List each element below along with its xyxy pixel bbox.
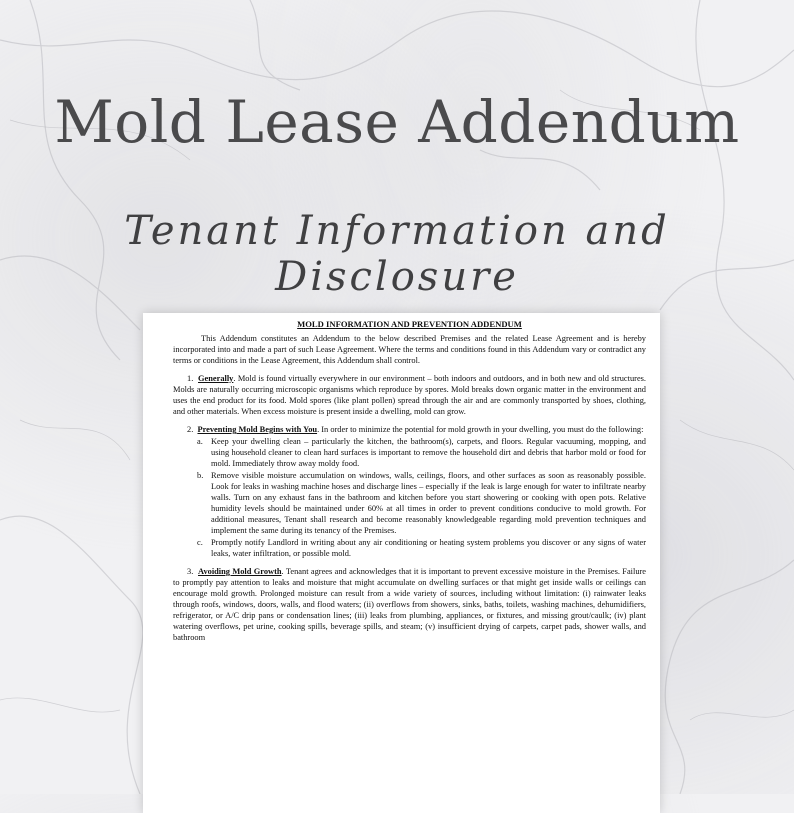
page-subtitle: Tenant Information and Disclosure	[124, 208, 670, 300]
list-item-letter: c.	[197, 538, 203, 547]
list-item-letter: b.	[197, 471, 204, 480]
section-title: Generally	[198, 374, 234, 383]
list-item-text: Promptly notify Landlord in writing about any air conditioning or heating system problems you discover or any signs of water leaks, water infiltration, or possible mold.	[211, 538, 646, 558]
section-text: . Tenant agrees and acknowledges that it is important to prevent excessive moisture in the Premises. Failure to promptly pay attention to leaks and moisture that might accumulate on dwelling surfaces or that might get inside walls or ceilings can encourage mold growth. Prolonged moisture can result from a wide variety of sources, including without limitation: (i) rainwater leaks through roofs, windows, doors, walls, and flood waters; (ii) overflows from showers, sinks, baths, toilets, washing machines, dehumidifiers, refrigerator, or A/C drip pans or condensation lines; (iii) leaks from plumbing, appliances, or fixtures, and missing grout/caulk; (iv) plant watering overflows, pet urine, cooking spills, beverage spills, and steam; (v) insufficient drying of carpets, carpet pads, shower walls, and bathroom	[173, 567, 647, 642]
document-heading: MOLD INFORMATION AND PREVENTION ADDENDUM	[297, 319, 522, 329]
section-generally	[173, 373, 646, 417]
list-item	[197, 470, 646, 536]
section-text: . In order to minimize the potential for mold growth in your dwelling, you must do the following:	[317, 425, 644, 434]
list-item-text: Keep your dwelling clean – particularly the kitchen, the bathroom(s), carpets, and floors. Regular vacuuming, mopping, and using household cleaner to clean hard surfaces is important to remove the household dirt and debris that harbor mold or food for mold. Immediately throw away moldy food.	[211, 437, 646, 468]
list-item	[197, 436, 646, 469]
section-title: Avoiding Mold Growth	[198, 567, 282, 576]
intro-paragraph: This Addendum constitutes an Addendum to the below described Premises and the related Lease Agreement and is hereby incorporated into and made a part of such Lease Agreement. Where the terms and conditions found in this Addendum vary or contradict any terms or conditions in the Lease Agreement, this Addendum shall control.	[173, 334, 646, 365]
page-title: Mold Lease Addendum	[54, 88, 740, 156]
section-number: 3.	[187, 567, 194, 576]
section-text: . Mold is found virtually everywhere in our environment – both indoors and outdoors, and in both new and old structures. Molds are naturally occurring microscopic organisms which reproduce by spores. Mold breaks down organic matter in the environment and uses the end product for its food. Mold spores (like plant pollen) spread through the air and are commonly transported by shoes, clothing, and other materials. When excess moisture is present inside a dwelling, mold can grow.	[173, 374, 647, 416]
section-number: 1.	[187, 374, 194, 383]
section-title: Preventing Mold Begins with You	[197, 425, 318, 434]
list-item-letter: a.	[197, 437, 203, 446]
section-preventing-mold	[173, 424, 646, 435]
list-item	[197, 537, 646, 559]
list-item-text: Remove visible moisture accumulation on windows, walls, ceilings, floors, and other surfaces as soon as reasonably possible. Look for leaks in washing machine hoses and discharge lines – especially if the leak is large enough for water to infiltrate nearby walls. Turn on any exhaust fans in the bathroom and kitchen before you start showering or cooking with open pots. Relative humidity levels should be maintained under 60% at all times in order to prevent conditions conducive to mold growth. For additional measures, Tenant shall research and become reasonably knowledgeable regarding mold prevention techniques and implement the same during its tenancy of the Premises.	[211, 471, 646, 535]
section-number: 2.	[187, 425, 194, 434]
section-avoiding-mold	[173, 566, 646, 643]
document-preview	[143, 313, 660, 813]
